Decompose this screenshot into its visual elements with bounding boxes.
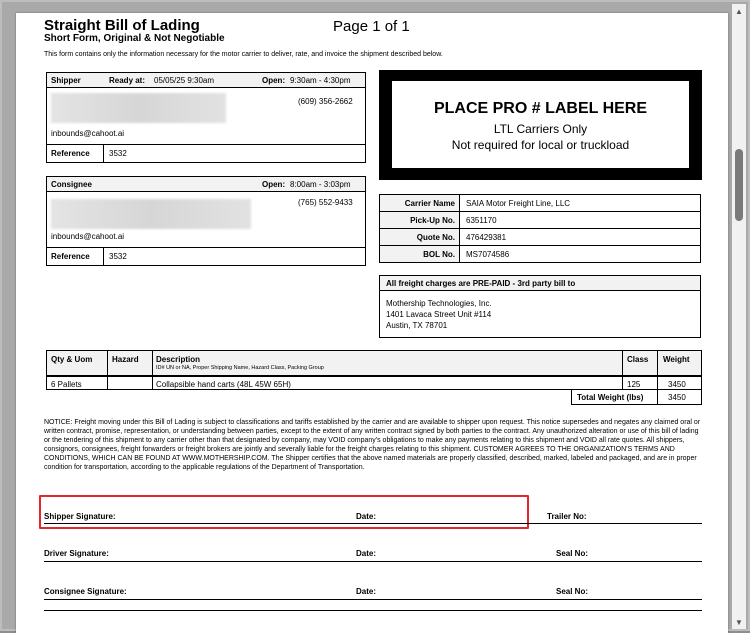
consignee-open-value: 8:00am - 3:03pm [290,180,351,189]
quote-no-label: Quote No. [416,233,455,242]
pro-label-ltl: LTL Carriers Only [493,122,588,136]
consignee-phone: (765) 552-9433 [298,198,353,207]
carrier-name-value: SAIA Motor Freight Line, LLC [466,199,571,208]
shipper-phone: (609) 356-2662 [298,97,353,106]
redacted-address [51,199,251,229]
intro-text: This form contains only the information necessary for the motor carrier to deliver, rate, and invoice the shipment described below. [44,51,443,58]
consignee-reference-label: Reference [51,252,90,261]
shipper-box [46,72,366,163]
quote-no-value: 476429381 [466,233,507,242]
carrier-table [379,194,701,263]
scrollbar-thumb[interactable] [735,149,743,221]
description-header: Description [156,355,201,364]
trailer-no-label: Trailer No: [547,512,587,521]
billing-header: All freight charges are PRE-PAID - 3rd party bill to [386,279,576,288]
total-weight-row [571,389,702,405]
description-subheader: ID# UN or NA, Proper Shipping Name, Hazard Class, Packing Group [156,365,324,371]
items-table [46,350,702,390]
consignee-box [46,176,366,266]
bol-no-value: MS7074586 [466,250,510,259]
pro-label-note: Not required for local or truckload [451,138,630,152]
redacted-address [51,93,226,123]
notice-text: NOTICE: Freight moving under this Bill of Lading is subject to classifications and tariffs established by the carrier and are available to shipper upon request. This notice supersedes and negates any claimed oral or written contract, promise, representation, or understanding between parties, except to the extent of any written contract signed by both parties to the contract. Any unauthorized alteration or use of this bill of lading or the tendering of this shipment to any carrier other than that designated by company, may VOID company's obligations to make any payments relating to this shipment and VOID all rate quotes. All shippers, consignors, consignees, freight forwarders or freight brokers are jointly and severally liable for the freight charges relating to this shipment. CUSTOMER AGREES TO THE ORGANIZATION'S TERMS AND CONDITIONS, WHICH CAN BE FOUND AT WWW.MOTHERSHIP.COM. The Shipper certifies that the above named materials are properly classified, described, marked, labeled and packaged, and are in proper condition for transportation, according to the applicable regulations of the Department of Transportation. [44,419,701,471]
billing-box [379,275,701,338]
class-header: Class [627,355,649,364]
billing-city: Austin, TX 78701 [386,321,448,330]
bol-no-label: BOL No. [423,250,455,259]
shipper-open-value: 9:30am - 4:30pm [290,76,351,85]
pickup-no-label: Pick-Up No. [410,216,455,225]
driver-signature-label: Driver Signature: [44,549,109,558]
pro-label-box [379,70,702,180]
consignee-email: inbounds@cahoot.ai [51,232,125,241]
pro-label-title: PLACE PRO # LABEL HERE [433,100,648,117]
weight-header: Weight [663,355,690,364]
consignee-open-label: Open: [262,180,286,189]
driver-date-label: Date: [356,549,377,558]
total-weight-value: 3450 [668,393,686,402]
document-page [16,13,728,633]
page-indicator: Page 1 of 1 [333,18,410,35]
consignee-label: Consignee [51,180,92,189]
shipper-email: inbounds@cahoot.ai [51,129,125,138]
consignee-signature-label: Consignee Signature: [44,587,127,596]
scroll-down-icon[interactable]: ▼ [735,618,743,627]
row-weight: 3450 [668,380,686,389]
pickup-no-value: 6351170 [466,216,497,225]
qty-header: Qty & Uom [51,355,93,364]
document-title: Straight Bill of Lading [44,17,200,34]
driver-seal-label: Seal No: [556,549,589,558]
carrier-name-label: Carrier Name [404,199,455,208]
ready-at-label: Ready at: [109,76,146,85]
row-class: 125 [627,380,641,389]
document-subtitle: Short Form, Original & Not Negotiable [44,33,225,44]
row-qty: 6 Pallets [51,380,82,389]
shipper-reference-label: Reference [51,149,90,158]
shipper-date-label: Date: [356,512,377,521]
hazard-header: Hazard [112,355,139,364]
total-weight-label: Total Weight (lbs) [577,393,644,402]
row-description: Collapsible hand carts (48L 45W 65H) [156,380,291,389]
vertical-scrollbar[interactable] [732,4,746,629]
billing-street: 1401 Lavaca Street Unit #114 [386,310,492,319]
ready-at-value: 05/05/25 9:30am [154,76,215,85]
shipper-label: Shipper [51,76,81,85]
shipper-reference-value: 3532 [109,149,127,158]
scroll-up-icon[interactable]: ▲ [735,7,743,16]
shipper-signature-label: Shipper Signature: [44,512,116,521]
billing-company: Mothership Technologies, Inc. [386,299,492,308]
consignee-date-label: Date: [356,587,377,596]
consignee-seal-label: Seal No: [556,587,589,596]
consignee-reference-value: 3532 [109,252,127,261]
shipper-open-label: Open: [262,76,286,85]
